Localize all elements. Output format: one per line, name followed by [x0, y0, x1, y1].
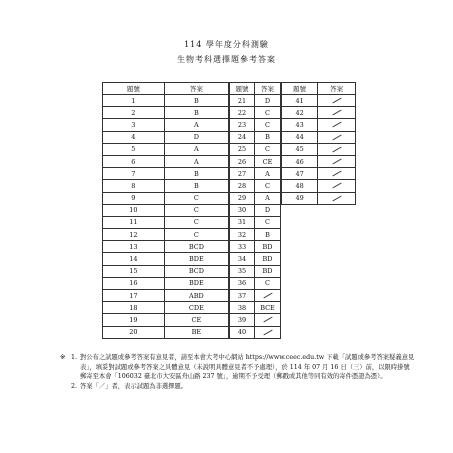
answer-cell: B — [164, 107, 228, 119]
answer-cell: C — [255, 107, 281, 119]
table-row — [282, 119, 356, 131]
slash-mark — [332, 146, 341, 152]
answer-cell: BCD — [164, 241, 228, 253]
table-row — [230, 302, 281, 314]
answer-cell — [318, 119, 356, 131]
question-number: 8 — [103, 180, 165, 192]
table-row — [103, 314, 229, 326]
page-title: 114 學年度分科測驗 — [184, 40, 269, 49]
question-number: 12 — [103, 229, 165, 241]
question-number: 32 — [230, 229, 255, 241]
slash-mark — [332, 159, 341, 165]
answer-cell: CE — [255, 155, 281, 167]
answer-table-3 — [281, 82, 356, 205]
answer-cell: B — [164, 168, 228, 180]
answer-cell: BDE — [164, 277, 228, 289]
question-number: 30 — [230, 204, 255, 216]
question-number: 5 — [103, 143, 165, 155]
question-number: 24 — [230, 131, 255, 143]
note-item-1 — [60, 353, 415, 382]
answer-cell: CE — [164, 314, 228, 326]
table-row — [282, 168, 356, 180]
answer-cell: A — [164, 143, 228, 155]
table-row — [103, 155, 229, 167]
answer-cell: B — [164, 95, 228, 107]
answer-cell: BD — [255, 253, 281, 265]
answer-cell — [318, 131, 356, 143]
answer-cell — [255, 326, 281, 338]
table-row — [103, 143, 229, 155]
answer-cell — [318, 180, 356, 192]
question-number: 27 — [230, 168, 255, 180]
table-row — [230, 119, 281, 131]
answer-cell: B — [164, 180, 228, 192]
slash-mark — [332, 110, 341, 116]
answer-cell — [318, 107, 356, 119]
table-row — [103, 302, 229, 314]
question-number: 18 — [103, 302, 165, 314]
note-number: 2. — [71, 382, 78, 390]
table-row — [103, 192, 229, 204]
table-row — [230, 229, 281, 241]
answer-cell — [318, 155, 356, 167]
question-number: 4 — [103, 131, 165, 143]
table-row — [103, 265, 229, 277]
table-row — [230, 277, 281, 289]
answer-cell — [318, 143, 356, 155]
question-number: 25 — [230, 143, 255, 155]
note-item-2 — [60, 382, 415, 392]
question-number: 28 — [230, 180, 255, 192]
table-row — [282, 155, 356, 167]
slash-mark — [332, 122, 341, 128]
table-row — [230, 204, 281, 216]
slash-mark — [263, 329, 272, 335]
question-number: 39 — [230, 314, 255, 326]
table-row — [230, 143, 281, 155]
note-text: 答案「／」者，表示試題為非選擇題。 — [80, 382, 188, 390]
slash-mark — [332, 171, 341, 177]
question-number: 26 — [230, 155, 255, 167]
slash-mark — [263, 317, 272, 323]
table-row — [230, 216, 281, 228]
table-row — [230, 107, 281, 119]
table-row — [282, 107, 356, 119]
table-row — [103, 290, 229, 302]
answer-cell — [318, 192, 356, 204]
slash-mark — [332, 98, 341, 104]
answer-cell: C — [255, 119, 281, 131]
answer-cell: D — [255, 204, 281, 216]
answer-cell: BD — [255, 265, 281, 277]
question-number: 43 — [282, 119, 318, 131]
answer-cell: A — [164, 155, 228, 167]
header-answer: 答案 — [255, 83, 281, 95]
answer-cell: C — [164, 216, 228, 228]
table-row — [282, 95, 356, 107]
answer-cell: B — [255, 229, 281, 241]
question-number: 35 — [230, 265, 255, 277]
slash-mark — [263, 293, 272, 299]
table-row — [103, 119, 229, 131]
answer-cell — [318, 168, 356, 180]
question-number: 33 — [230, 241, 255, 253]
table-row — [230, 95, 281, 107]
question-number: 22 — [230, 107, 255, 119]
question-number: 36 — [230, 277, 255, 289]
header-question-no: 題號 — [282, 83, 318, 95]
question-number: 42 — [282, 107, 318, 119]
answer-cell — [255, 290, 281, 302]
answer-cell: C — [164, 229, 228, 241]
question-number: 20 — [103, 326, 165, 338]
table-row — [282, 131, 356, 143]
question-number: 48 — [282, 180, 318, 192]
table-row — [103, 180, 229, 192]
table-row — [103, 326, 229, 338]
table-row — [282, 192, 356, 204]
question-number: 15 — [103, 265, 165, 277]
question-number: 16 — [103, 277, 165, 289]
question-number: 7 — [103, 168, 165, 180]
table-row — [230, 290, 281, 302]
header-question-no: 題號 — [230, 83, 255, 95]
answer-cell: C — [255, 216, 281, 228]
answer-cell: A — [255, 168, 281, 180]
answer-cell — [318, 95, 356, 107]
table-row — [230, 192, 281, 204]
table-row — [103, 216, 229, 228]
table-row — [230, 155, 281, 167]
answer-cell: D — [255, 95, 281, 107]
table-row — [230, 241, 281, 253]
answer-cell: A — [164, 119, 228, 131]
question-number: 14 — [103, 253, 165, 265]
answer-cell: C — [164, 204, 228, 216]
answer-cell: D — [164, 131, 228, 143]
answer-cell: BE — [164, 326, 228, 338]
table-row — [103, 107, 229, 119]
question-number: 10 — [103, 204, 165, 216]
header-answer: 答案 — [318, 83, 356, 95]
answer-cell: ABD — [164, 290, 228, 302]
header-question-no: 題號 — [103, 83, 165, 95]
question-number: 3 — [103, 119, 165, 131]
notes-section — [60, 353, 415, 391]
question-number: 9 — [103, 192, 165, 204]
question-number: 11 — [103, 216, 165, 228]
question-number: 6 — [103, 155, 165, 167]
table-row — [282, 143, 356, 155]
question-number: 45 — [282, 143, 318, 155]
answer-cell: C — [164, 192, 228, 204]
answer-cell: BD — [255, 241, 281, 253]
answer-cell: BCD — [164, 265, 228, 277]
table-row — [103, 95, 229, 107]
table-row — [230, 265, 281, 277]
table-row — [230, 180, 281, 192]
table-row — [230, 253, 281, 265]
answer-cell: A — [255, 192, 281, 204]
header-answer: 答案 — [164, 83, 228, 95]
table-row — [103, 131, 229, 143]
slash-mark — [332, 195, 341, 201]
table-row — [103, 277, 229, 289]
answer-cell: C — [255, 180, 281, 192]
answer-cell: BDE — [164, 253, 228, 265]
question-number: 49 — [282, 192, 318, 204]
question-number: 47 — [282, 168, 318, 180]
table-row — [282, 180, 356, 192]
note-number: 1. — [71, 354, 78, 361]
answer-cell — [255, 314, 281, 326]
question-number: 37 — [230, 290, 255, 302]
table-row — [103, 253, 229, 265]
question-number: 44 — [282, 131, 318, 143]
answer-table-1 — [102, 82, 229, 339]
question-number: 38 — [230, 302, 255, 314]
question-number: 29 — [230, 192, 255, 204]
answer-cell: BCE — [255, 302, 281, 314]
question-number: 17 — [103, 290, 165, 302]
table-row — [103, 241, 229, 253]
question-number: 34 — [230, 253, 255, 265]
question-number: 41 — [282, 95, 318, 107]
page-subtitle: 生物考科選擇題參考答案 — [177, 55, 276, 64]
answer-cell: B — [255, 131, 281, 143]
table-row — [103, 168, 229, 180]
table-row — [103, 204, 229, 216]
question-number: 31 — [230, 216, 255, 228]
question-number: 2 — [103, 107, 165, 119]
table-row — [230, 131, 281, 143]
table-row — [230, 314, 281, 326]
table-row — [230, 326, 281, 338]
question-number: 40 — [230, 326, 255, 338]
slash-mark — [332, 183, 341, 189]
question-number: 46 — [282, 155, 318, 167]
question-number: 19 — [103, 314, 165, 326]
answer-table-2 — [229, 82, 281, 339]
table-row — [230, 168, 281, 180]
question-number: 21 — [230, 95, 255, 107]
slash-mark — [332, 134, 341, 140]
note-mark: ※ — [60, 354, 66, 361]
answer-cell: C — [255, 277, 281, 289]
table-row — [103, 229, 229, 241]
question-number: 1 — [103, 95, 165, 107]
answer-cell: CDE — [164, 302, 228, 314]
answer-cell: C — [255, 143, 281, 155]
question-number: 13 — [103, 241, 165, 253]
question-number: 23 — [230, 119, 255, 131]
note-text: 對公布之試題或參考答案有意見者，請至本會大考中心網站 https://www.ceec.edu.tw 下載「試題或參考答案疑義意見表」，填妥對試題或參考答案之具體意見（未說明具體意見者不予處理），於 114 年 07 月 16 日（三）前，以限時掛號郵寄至本會「106032 臺北市大安區舟山路 237 號」，逾期不予受理（郵戳或其他等同有效的寄件憑證為憑）。 — [80, 354, 415, 381]
